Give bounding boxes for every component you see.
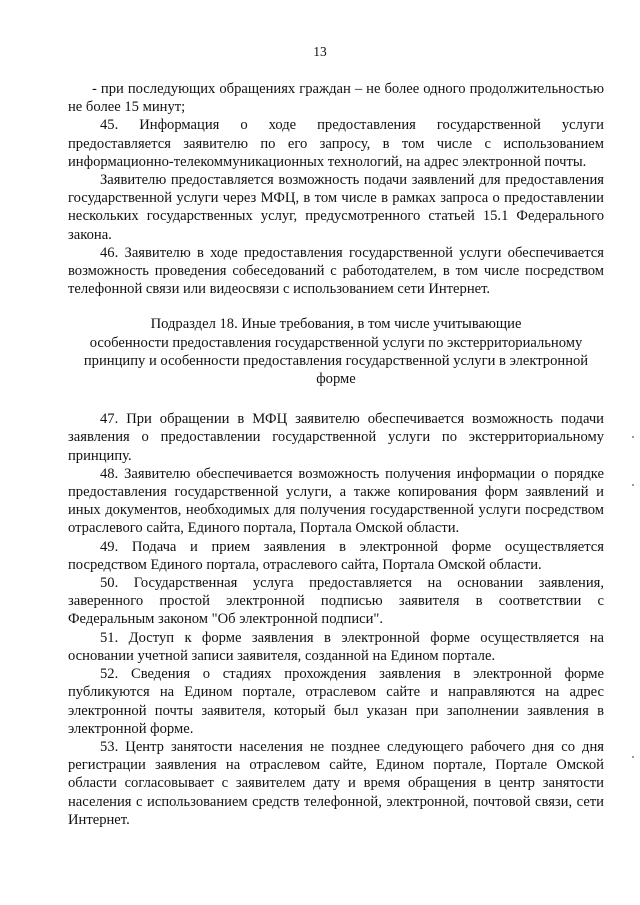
paragraph-46: 46. Заявителю в ходе предоставления государственной услуги обеспечивается возможность проведения собеседований с работодателем, в том числе посредством телефонной связи или видеосвязи с использованием сети Интернет. [68,244,604,298]
scan-speck [632,484,634,486]
paragraph-50: 50. Государственная услуга предоставляется на основании заявления, заверенного простой электронной подписью заявителя в соответствии с Федеральным законом "Об электронной подписи". [68,575,604,628]
subsection-18-heading [68,315,604,388]
paragraph-53: 53. Центр занятости населения не позднее следующего рабочего дня со дня регистрации заявления на отраслевом сайте, Едином портале, Портале Омской области согласовывает с заявителем дату и время обращения в центр занятости населения с использованием средств телефонной, электронной, почтовой связи, сети Интернет. [68,738,604,828]
heading-line-4: форме [316,371,356,388]
paragraph-52: 52. Сведения о стадиях прохождения заявления в электронной форме публикуются на Едином портале, отраслевом сайте и направляются на адрес электронной почты заявителя, который был указан при заполнении заявления в электронной форме. [68,666,604,737]
paragraph-51: 51. Доступ к форме заявления в электронной форме осуществляется на основании учетной записи заявителя, созданной на Едином портале. [68,629,604,664]
paragraph-49: 49. Подача и прием заявления в электронной форме осуществляется посредством Единого портала, отраслевого сайта, Портала Омской области. [68,538,604,573]
document-body [68,80,604,829]
heading-line-2: особенности предоставления государственной услуги по экстерриториальному [89,334,583,351]
heading-line-3: принципу и особенности предоставления государственной услуги в электронной [83,352,589,369]
scan-speck [632,756,634,758]
paragraph-mfc-applications: Заявителю предоставляется возможность подачи заявлений для предоставления государственной услуги через МФЦ, в том числе в рамках запроса о предоставлении нескольких государственных услуг, предусмотренного статьей 15.1 Федерального закона. [68,172,604,243]
page-number: 13 [313,44,327,59]
paragraph-47: 47. При обращении в МФЦ заявителю обеспечивается возможность подачи заявления о предоставлении государственной услуги по экстерриториальному принципу. [68,411,604,464]
heading-line-1: Подраздел 18. Иные требования, в том числе учитывающие [150,316,522,333]
scan-speck [632,436,634,438]
paragraph-appointment-duration: - при последующих обращениях граждан – не более одного продолжительностью не более 15 минут; [68,81,604,116]
paragraph-48: 48. Заявителю обеспечивается возможность получения информации о порядке предоставления государственной услуги, а также копирования форм заявлений и иных документов, необходимых для получения государственной услуги посредством отраслевого сайта, Единого портала, Портала Омской области. [68,465,604,537]
paragraph-45: 45. Информация о ходе предоставления государственной услуги предоставляется заявителю по его запросу, в том числе с использованием информационно-телекоммуникационных технологий, на адрес электронной почты. [68,117,604,170]
